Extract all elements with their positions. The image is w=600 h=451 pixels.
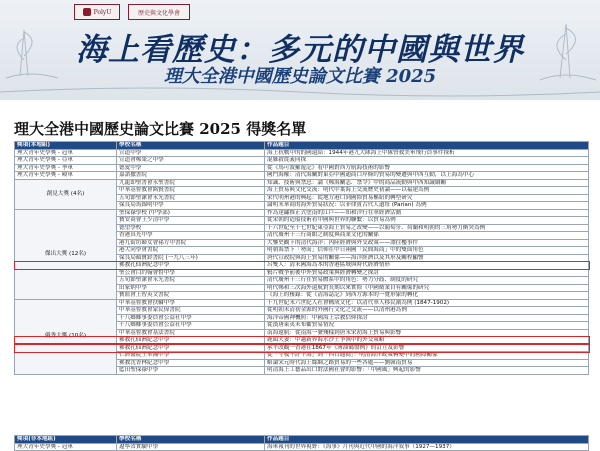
school-cell: 中華基督教會銘賢書院 <box>117 187 265 195</box>
school-cell: 中華基督教會蒙民偉書院 <box>117 307 265 315</box>
work-title-cell: 清代廣州十三行商館之制度與商業文化的關係 <box>265 232 589 240</box>
school-cell: 宣道會鄭榮之中學 <box>117 157 265 165</box>
header-school: 學校名稱 <box>117 436 265 444</box>
school-cell: 聖公會白約翰會督中學 <box>117 269 265 277</box>
work-title-cell: 知識、技術與禁忌：論《鄭海關志．禁令》中的商品流動與中西知識網關 <box>265 179 589 187</box>
banner-title: 海上看歷史：多元的中國與世界 <box>76 32 524 68</box>
award-cell: 理大青年史學獎 - 殿軍 <box>15 172 117 180</box>
school-cell: 保良局馬錦明中學 <box>117 202 265 210</box>
award-group-cell: 優秀大獎 (10名) <box>15 299 117 374</box>
work-title-cell: 唐代宣政院與海上貿易的關係——海洋經濟以及其形及關程顯響 <box>265 254 589 262</box>
school-cell: 寶血會上智英文書院 <box>117 292 265 300</box>
school-cell: 佛教沈香林紀念中學 <box>117 359 265 367</box>
work-title-cell: 大鑒史觀下的清代海洋：內陸經濟與外交政策——漂往樓事件 <box>265 239 589 247</box>
table-row <box>15 299 589 307</box>
work-title-cell: 宋代明州港的興起：從地方港口到國際貿易樞紐的轉型研究 <box>265 194 589 202</box>
table-row <box>15 443 589 451</box>
work-title-cell: 鴉片戰爭前後中外貿易政策與經濟轉變之探討 <box>265 269 589 277</box>
school-cell: 宣道中學 <box>117 149 265 157</box>
work-title-cell: 明朝海禁下「勢而」信仰在中日兩國「民間海商」中的雙面角色 <box>265 247 589 255</box>
award-group-cell: 傑出大獎 (12名) <box>15 209 117 299</box>
school-cell: 仁濟醫院王華湘中學 <box>117 352 265 360</box>
school-cell: 五旬節聖潔會永光書院 <box>117 194 265 202</box>
school-cell: 聖保祿學校 (中學部) <box>117 209 265 217</box>
school-cell: 佛教孔仙洲紀念中學 <box>117 344 265 352</box>
work-title-cell: 從宋朝的造船技術看中國與世界的聯繫：以貿易為例 <box>265 217 589 225</box>
award-cell: 理大青年史學獎 - 冠軍 <box>15 443 117 451</box>
work-title-cell: 混雜殺從義同探 <box>265 157 589 165</box>
results-table-nonlocal <box>14 435 589 451</box>
logo-group <box>74 4 190 20</box>
award-cell: 理大青年史學獎 - 亞軍 <box>15 157 117 165</box>
work-title-cell: 海洋帝國神機照：中國海上宗教信仰探討 <box>265 314 589 322</box>
results-table-local <box>14 141 589 375</box>
work-title-cell: 明代鄭和三次海外遠航對長期以來實際《中國衛業自有關係的研究 <box>265 284 589 292</box>
work-title-cell: 十六世紀至十七世紀東亞海上貿易之改變——以葡萄牙、荷蘭和明朝的三角勢力衝突為例 <box>265 224 589 232</box>
school-cell: 保良局顏寶鈴書院 (一九八三年) <box>117 254 265 262</box>
school-cell: 田家炳中學 <box>117 284 265 292</box>
header-award: 獎項(非本地組) <box>15 436 117 444</box>
school-cell: 遼寧省實驗中學 <box>117 443 265 451</box>
table-row <box>15 209 589 217</box>
work-title-cell: 明清海上工藝品出口對法國社會的影響：「中國風」興起的影響 <box>265 367 589 375</box>
header-title: 作品題目 <box>265 142 589 150</box>
school-cell: 五旬節聖潔會永光書院 <box>117 277 265 285</box>
school-cell: 中華基督教會扶輪中學 <box>117 299 265 307</box>
work-title-cell: 作為達鏽推正式塗南的江戶——知和洋行在華經濟活動 <box>265 209 589 217</box>
society-logo: 歷史與文化學會 <box>128 4 190 20</box>
school-cell: 嘉諾撒書院 <box>117 172 265 180</box>
award-cell: 理大青年史學獎 - 冠軍 <box>15 149 117 157</box>
school-cell: 中華基督教會基法書院 <box>117 329 265 337</box>
work-title-cell: 呂雙人：清末國海為本的香港區域與時代經濟情形 <box>265 262 589 270</box>
work-title-cell: 南海遠航：從南海一號殘樣到唐末宋初海上貿易與影響 <box>265 329 589 337</box>
header-award: 獎項(本地組) <box>15 142 117 150</box>
award-cell: 理大青年史學獎 - 季軍 <box>15 164 117 172</box>
work-title-cell: 從明朝末清初金源的外國行文化之交流——以清州港為例 <box>265 307 589 315</box>
work-title-cell: 國門海權：清代海關對東亞中國通商口岸條約貿易的變遷與中西互動，以上海為中心 <box>265 172 589 180</box>
work-title-cell: 《海上的棲錄：從《清海誌記》到西方源本的一覽形象的轉化 <box>265 292 589 300</box>
school-cell: 佛教孔仙洲紀念中學 <box>117 262 265 270</box>
work-title-cell: 海上貿易與文化交流：明代中葉海上交流歷史初論——以福建為例 <box>265 187 589 195</box>
work-title-cell: 海上抗戰中的的國遠結：1944年港九大隊海上中隊營救美軍飛行員事件探析 <box>265 149 589 157</box>
work-title-cell: 從「寸板不許下海」到「四口通商」：明清海洋政策轉變中的國際關係 <box>265 352 589 360</box>
school-cell: 藍田聖保祿中學 <box>117 367 265 375</box>
banner <box>0 0 600 100</box>
work-title-cell: 鹿頭夫妻：中越新界海水沙土爭執中的外交策略 <box>265 337 589 345</box>
award-group-cell: 創見大獎 (4名) <box>15 179 117 209</box>
work-title-cell: 略論宋元時代海上絲綢之路貿易的一些各處——劉韓南貿易 <box>265 359 589 367</box>
school-cell: 香港真光中學 <box>117 232 265 240</box>
school-cell: 港大同學會書院 <box>117 247 265 255</box>
header-school: 學校名稱 <box>117 142 265 150</box>
table-header-row <box>15 142 589 150</box>
school-cell: 佛教孔仙洲紀念中學 <box>117 337 265 345</box>
polyu-mark-icon <box>83 8 91 16</box>
work-title-cell: 海軍報刊的世界視野：《海事》月刊與近代中國的海洋叙事（1927—1937） <box>265 443 589 451</box>
work-title-cell: 從漢唐東夷末布衢貿易情況 <box>265 322 589 330</box>
school-cell: 九龍即聖書會永聖書院 <box>117 179 265 187</box>
school-cell: 寶安商會王少清中學 <box>117 217 265 225</box>
table-row <box>15 164 589 172</box>
work-title-cell: 承平改觀一香港在1867年《薄油碼盤例》的訂立及影響 <box>265 344 589 352</box>
school-cell: 十八鄉鄉事委員會公益社中學 <box>117 322 265 330</box>
work-title-cell: 清代廣州十三行在貿易體系中的角色：勢力分歧、制度的研究 <box>265 277 589 285</box>
table-row <box>15 149 589 157</box>
work-title-cell: 論明末華商的海外貿易狀況：以菲律賓古代人遺址 (Parian) 為例 <box>265 202 589 210</box>
work-title-cell: 十九世紀末六世紀人社會構成文化：以清代華人移民潮為例 (1847-1902) <box>265 299 589 307</box>
table-header-row <box>15 436 589 444</box>
table-row <box>15 179 589 187</box>
work-title-cell: 從《馬可波羅遊記》看中國對西方航海技術的影響 <box>265 164 589 172</box>
banner-subtitle: 理大全港中國歷史論文比賽 2025 <box>163 66 437 87</box>
page-title: 理大全港中國歷史論文比賽 2025 得獎名單 <box>14 120 307 138</box>
school-cell: 港九街坊婦女會孫方中書院 <box>117 239 265 247</box>
header-title: 作品題目 <box>265 436 589 444</box>
school-cell: 德望學校 <box>117 224 265 232</box>
table-row <box>15 172 589 180</box>
school-cell: 十八鄉鄉事委員會公益社中學 <box>117 314 265 322</box>
school-cell: 德愛中學 <box>117 164 265 172</box>
table-row <box>15 157 589 165</box>
polyu-logo: PolyU <box>74 4 120 20</box>
